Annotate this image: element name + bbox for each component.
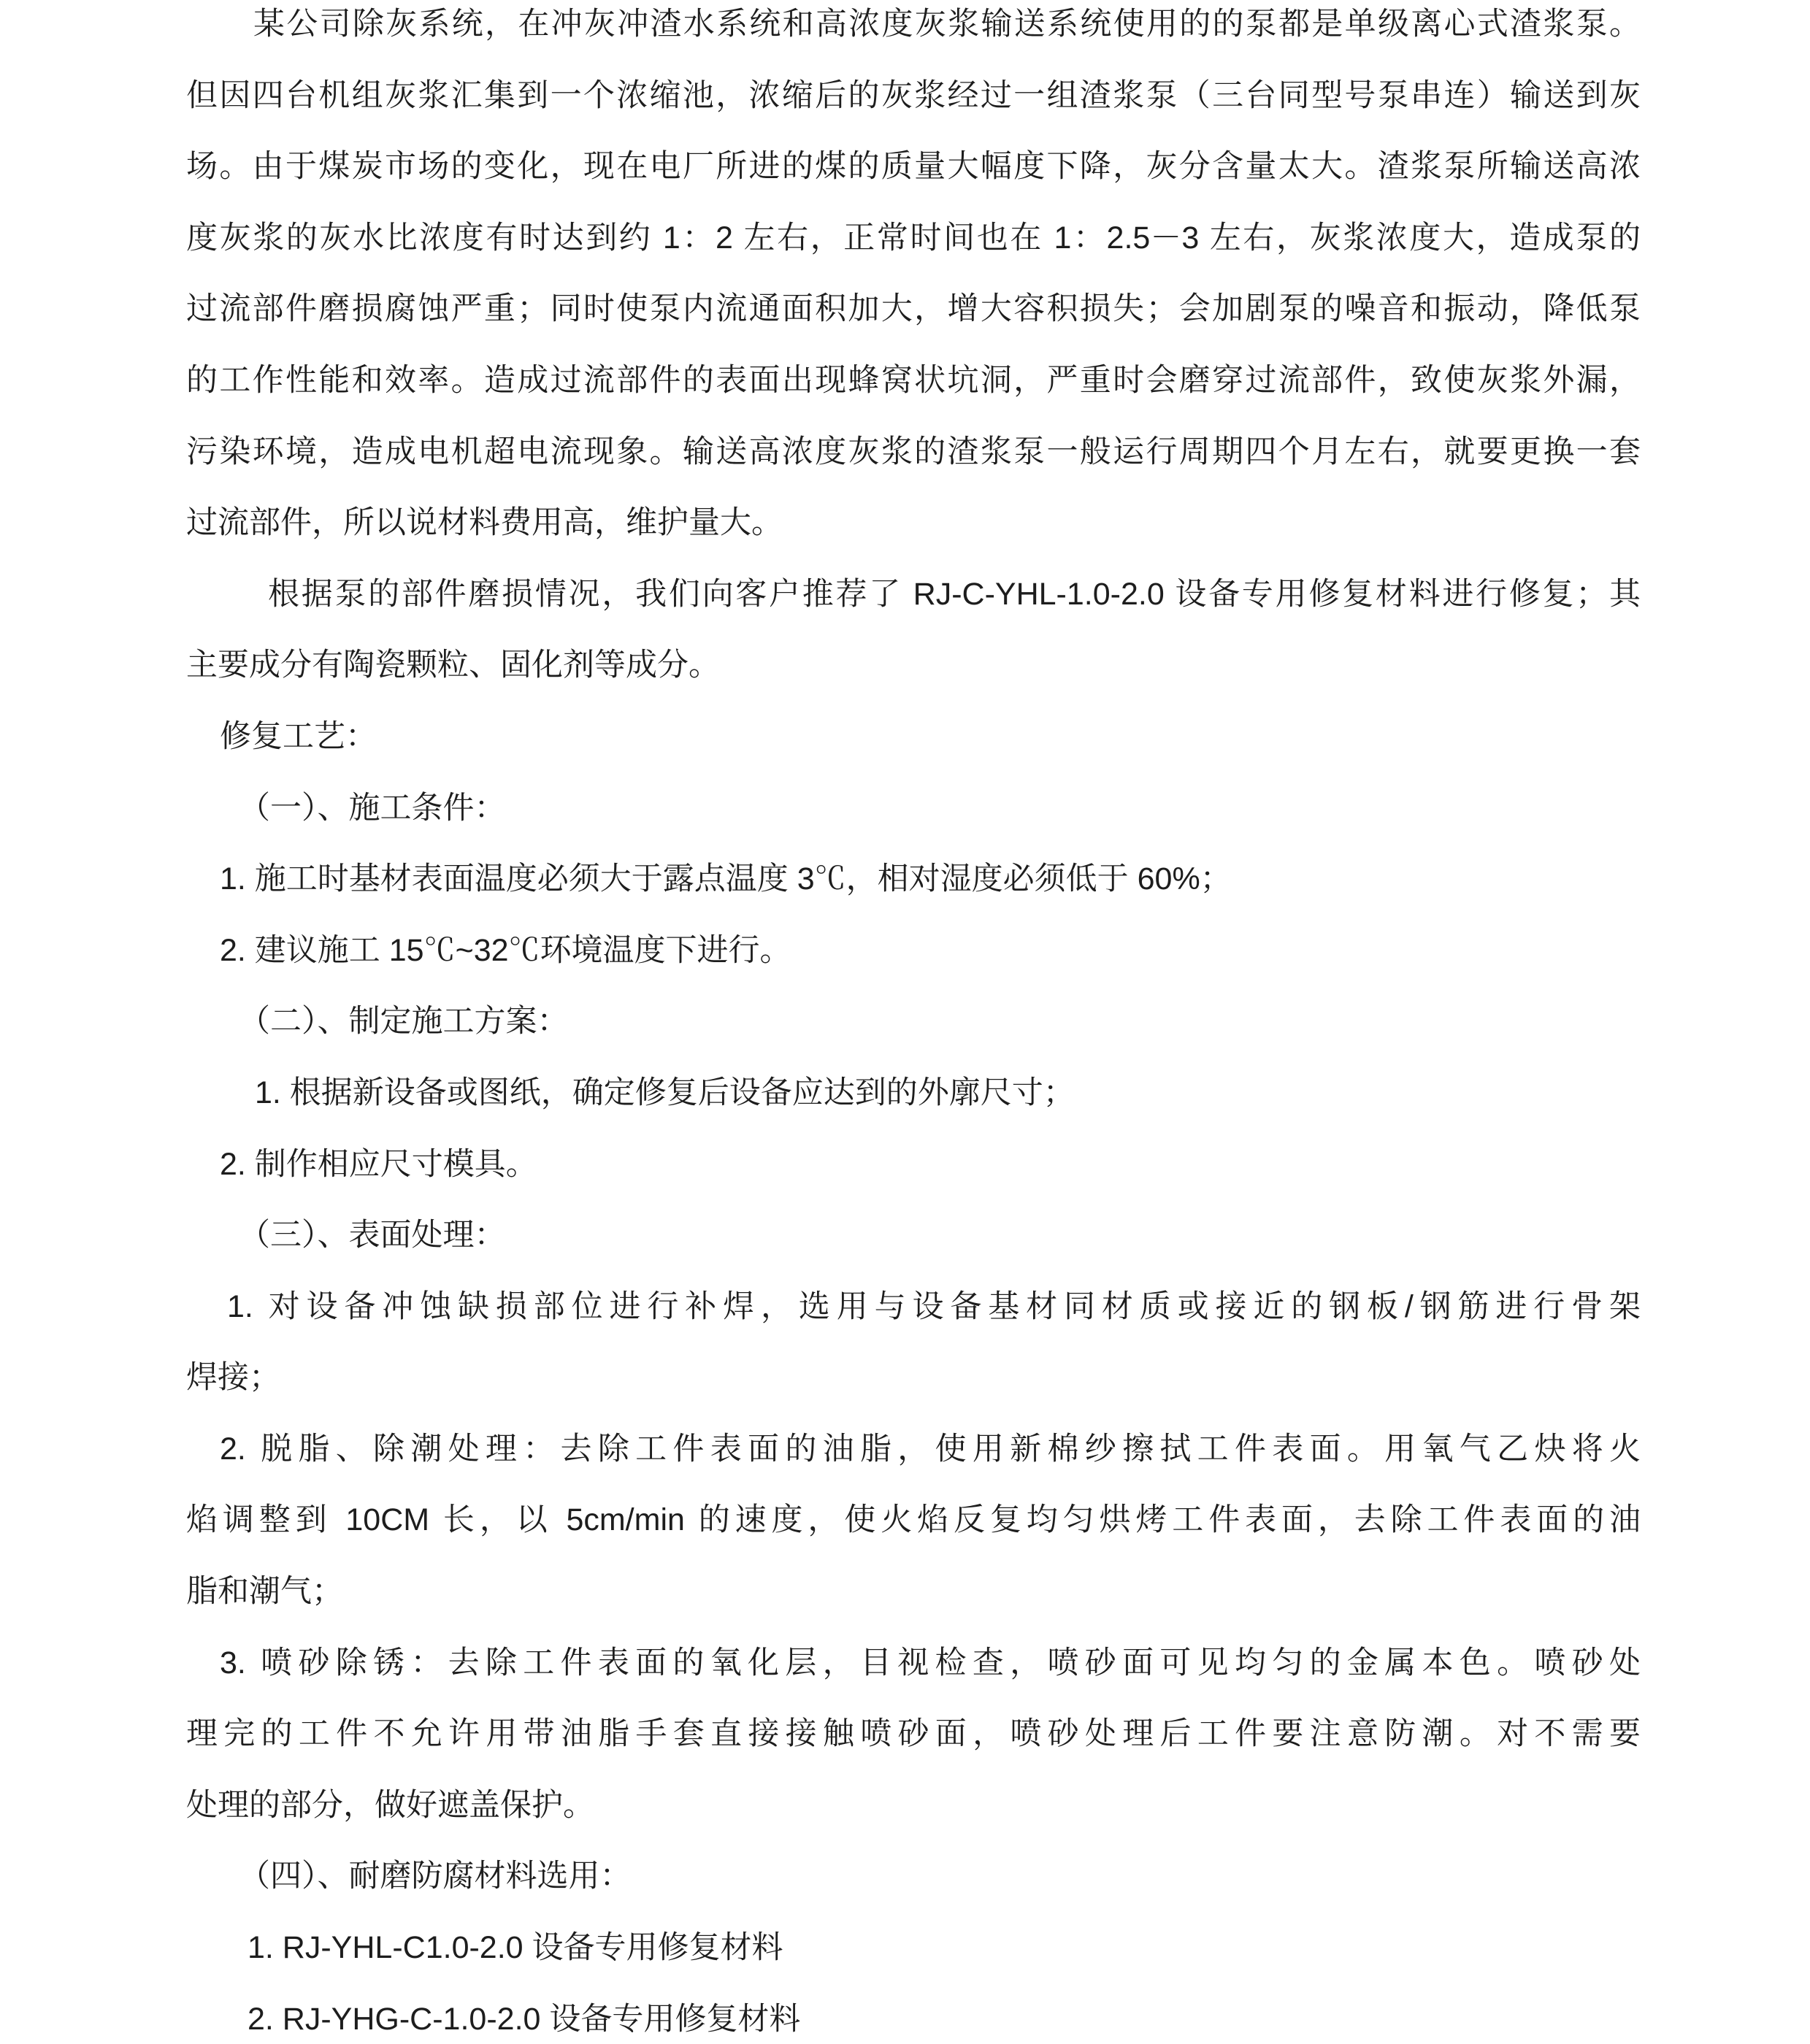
text-line: 2. 制作相应尺寸模具。 (220, 1146, 537, 1182)
text-line: 3. 喷砂除锈：去除工件表面的氧化层，目视检查，喷砂面可见均匀的金属本色。喷砂处 (220, 1645, 1641, 1680)
text-line: 1. RJ-YHL-C1.0-2.0 设备专用修复材料 (248, 1930, 783, 1966)
text-line: 过流部件，所以说材料费用高，维护量大。 (186, 505, 783, 541)
text-line: 1. 对设备冲蚀缺损部位进行补焊，选用与设备基材同材质或接近的钢板/钢筋进行骨架 (227, 1288, 1641, 1324)
text-line: （一）、施工条件： (239, 790, 506, 826)
text-line: 场。由于煤炭市场的变化，现在电厂所进的煤的质量大幅度下降，灰分含量太大。渣浆泵所输送高浓 (186, 149, 1641, 185)
text-line: 2. RJ-YHG-C-1.0-2.0 设备专用修复材料 (248, 2001, 801, 2037)
text-line: 焰调整到 10CM 长，以 5cm/min 的速度，使火焰反复均匀烘烤工件表面，去除工件表面的油 (186, 1502, 1641, 1538)
text-line: 根据泵的部件磨损情况，我们向客户推荐了 RJ-C-YHL-1.0-2.0 设备专用修复材料进行修复；其 (268, 576, 1641, 612)
text-line: （四）、耐磨防腐材料选用： (239, 1859, 632, 1894)
text-line: 处理的部分，做好遮盖保护。 (186, 1787, 594, 1823)
text-line: 某公司除灰系统，在冲灰冲渣水系统和高浓度灰浆输送系统使用的的泵都是单级离心式渣浆泵。 (253, 7, 1641, 42)
text-line: （三）、表面处理： (239, 1218, 506, 1253)
text-line: 的工作性能和效率。造成过流部件的表面出现蜂窝状坑洞，严重时会磨穿过流部件，致使灰浆外漏， (186, 362, 1641, 398)
text-line: 1. 根据新设备或图纸，确定修复后设备应达到的外廓尺寸； (255, 1075, 1075, 1110)
text-line: 修复工艺： (220, 718, 377, 754)
text-line: 脂和潮气； (186, 1574, 343, 1610)
text-line: 焊接； (186, 1360, 280, 1396)
text-line: 2. 脱脂、除潮处理：去除工件表面的油脂，使用新棉纱擦拭工件表面。用氧气乙炔将火 (220, 1431, 1641, 1467)
text-line: 1. 施工时基材表面温度必须大于露点温度 3℃，相对湿度必须低于 60%； (220, 861, 1232, 897)
text-line: 度灰浆的灰水比浓度有时达到约 1：2 左右，正常时间也在 1：2.5－3 左右，灰浆浓度大，造成泵的 (186, 220, 1641, 256)
text-line: 2. 建议施工 15℃~32℃环境温度下进行。 (220, 932, 791, 968)
text-line: （二）、制定施工方案： (239, 1004, 569, 1040)
text-line: 过流部件磨损腐蚀严重；同时使泵内流通面积加大，增大容积损失；会加剧泵的噪音和振动，降低泵 (186, 291, 1641, 327)
text-line: 但因四台机组灰浆汇集到一个浓缩池，浓缩后的灰浆经过一组渣浆泵（三台同型号泵串连）输送到灰 (186, 77, 1641, 113)
text-line: 污染环境，造成电机超电流现象。输送高浓度灰浆的渣浆泵一般运行周期四个月左右，就要更换一套 (186, 434, 1641, 469)
text-line: 理完的工件不允许用带油脂手套直接接触喷砂面，喷砂处理后工件要注意防潮。对不需要 (186, 1716, 1641, 1752)
text-line: 主要成分有陶瓷颗粒、固化剂等成分。 (186, 648, 720, 683)
